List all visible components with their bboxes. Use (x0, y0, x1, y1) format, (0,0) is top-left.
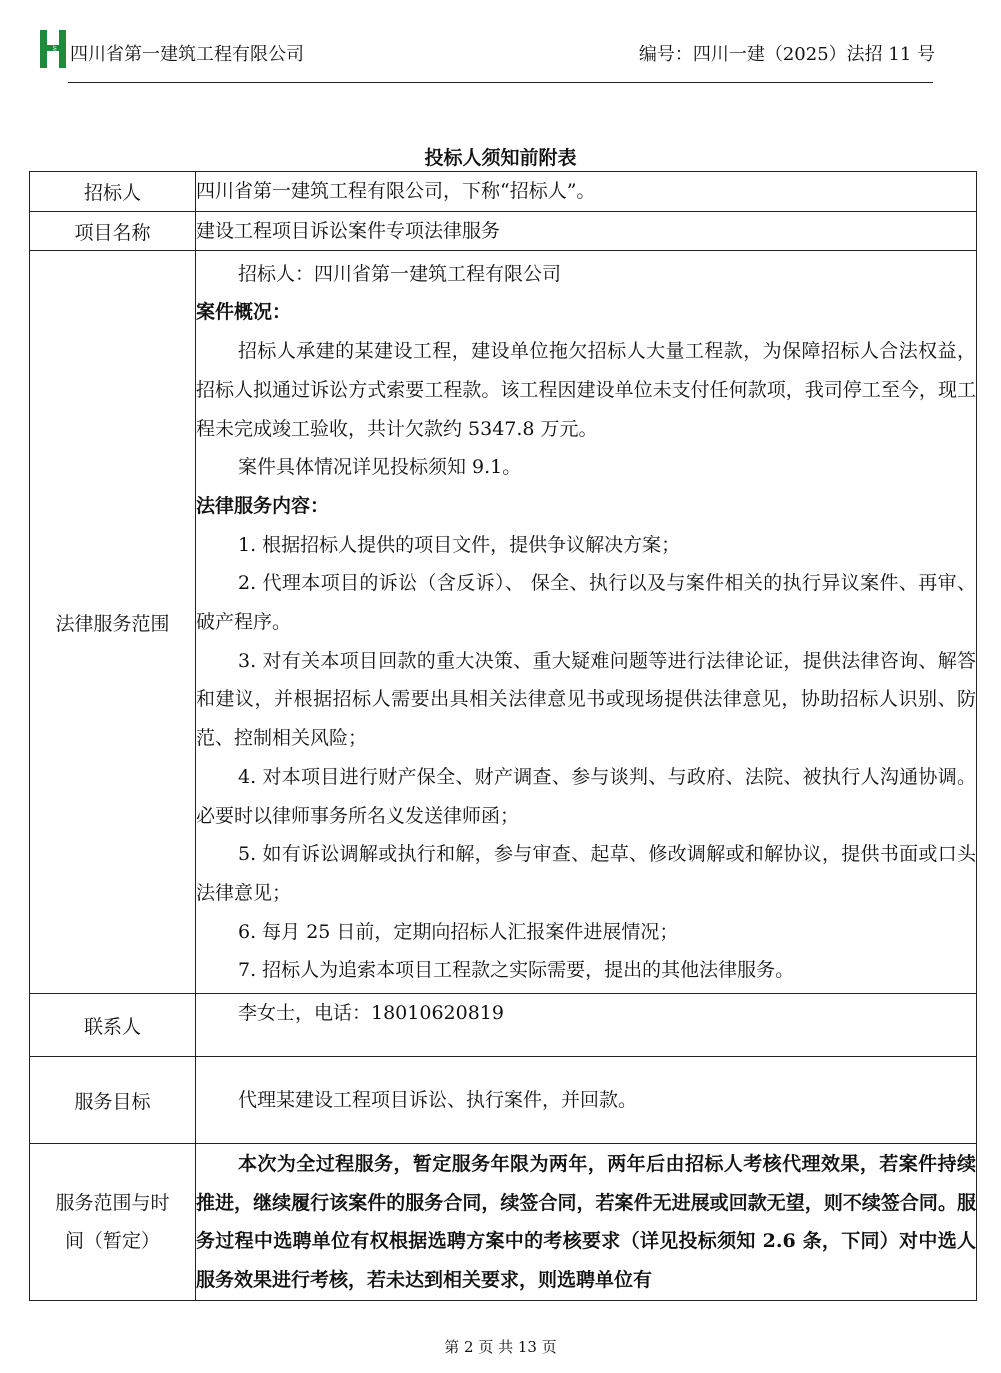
table-row-scope (30, 251, 977, 994)
legal-services-heading: 法律服务内容： (196, 494, 330, 517)
table-row-tenderer (30, 172, 977, 212)
case-details-reference: 案件具体情况详见投标须知 9.1。 (238, 456, 522, 479)
service-item-4: 4. 对本项目进行财产保全、财产调查、参与谈判、与政府、法院、被执行人沟通协调。必要时以律师事务所名义发送律师函； (196, 765, 976, 827)
row-label: 联系人 (30, 994, 196, 1057)
table-row-contact (30, 994, 977, 1057)
contact-text: 李女士，电话：18010620819 (238, 1002, 504, 1025)
document-title: 投标人须知前附表 (424, 147, 577, 169)
service-item-6: 6. 每月 25 日前，定期向招标人汇报案件进展情况； (238, 920, 679, 943)
row-label: 服务目标 (30, 1057, 196, 1144)
service-item-2: 2. 代理本项目的诉讼（含反诉）、 保全、执行以及与案件相关的执行异议案件、再审、破产程序。 (196, 572, 976, 634)
row-content: 四川省第一建筑工程有限公司，下称“招标人”。 (196, 172, 977, 212)
logo-text: HUASHI (52, 41, 57, 57)
page-header (0, 0, 1001, 90)
period-text: 本次为全过程服务，暂定服务年限为两年，两年后由招标人考核代理效果，若案件持续推进，继续履行该案件的服务合同，续签合同，若案件无进展或回款无望，则不续签合同。服务过程中选聘单位有权根据选聘方案中的考核要求（详见投标须知 2.6 条，下同）对中选人服务效果进行考核，若未达到相关要求，则选聘单位有 (196, 1153, 976, 1292)
scope-tenderer-line: 招标人：四川省第一建筑工程有限公司 (238, 262, 562, 285)
table-row-goal (30, 1057, 977, 1144)
row-label-line: 间（暂定） (64, 1230, 160, 1253)
instructions-table (29, 171, 977, 1301)
header-divider (68, 82, 933, 83)
service-item-7: 7. 招标人为追索本项目工程款之实际需要，提出的其他法律服务。 (238, 959, 795, 982)
document-number: 编号：四川一建（2025）法招 11 号 (638, 44, 935, 65)
row-label: 法律服务范围 (30, 251, 196, 994)
row-content (196, 994, 977, 1057)
service-item-1: 1. 根据招标人提供的项目文件，提供争议解决方案； (238, 533, 681, 556)
service-item-5: 5. 如有诉讼调解或执行和解，参与审查、起草、修改调解或和解协议，提供书面或口头法律意见； (196, 843, 976, 904)
row-content (196, 1144, 977, 1301)
row-content: 建设工程项目诉讼案件专项法律服务 (196, 211, 977, 251)
service-item-3: 3. 对有关本项目回款的重大决策、重大疑难问题等进行法律论证，提供法律咨询、解答和建议，并根据招标人需要出具相关法律意见书或现场提供法律意见，协助招标人识别、防范、控制相关风险； (196, 649, 976, 750)
company-name: 四川省第一建筑工程有限公司 (70, 44, 304, 65)
case-overview-heading: 案件概况： (196, 301, 292, 324)
case-overview-text: 招标人承建的某建设工程，建设单位拖欠招标人大量工程款，为保障招标人合法权益，招标人拟通过诉讼方式索要工程款。该工程因建设单位未支付任何款项，我司停工至今，现工程未完成竣工验收，共计欠款约 5347.8 万元。 (196, 340, 976, 440)
page-footer: 第 2 页 共 13 页 (444, 1338, 557, 1356)
row-content (196, 1057, 977, 1144)
table-row-project (30, 211, 977, 251)
table-row-period (30, 1144, 977, 1301)
row-content (196, 251, 977, 994)
company-logo (40, 30, 66, 68)
goal-text: 代理某建设工程项目诉讼、执行案件，并回款。 (238, 1089, 638, 1112)
row-label: 招标人 (30, 172, 196, 212)
row-label (30, 1144, 196, 1301)
row-label-line: 服务范围与时 (55, 1192, 170, 1215)
row-label: 项目名称 (30, 211, 196, 251)
